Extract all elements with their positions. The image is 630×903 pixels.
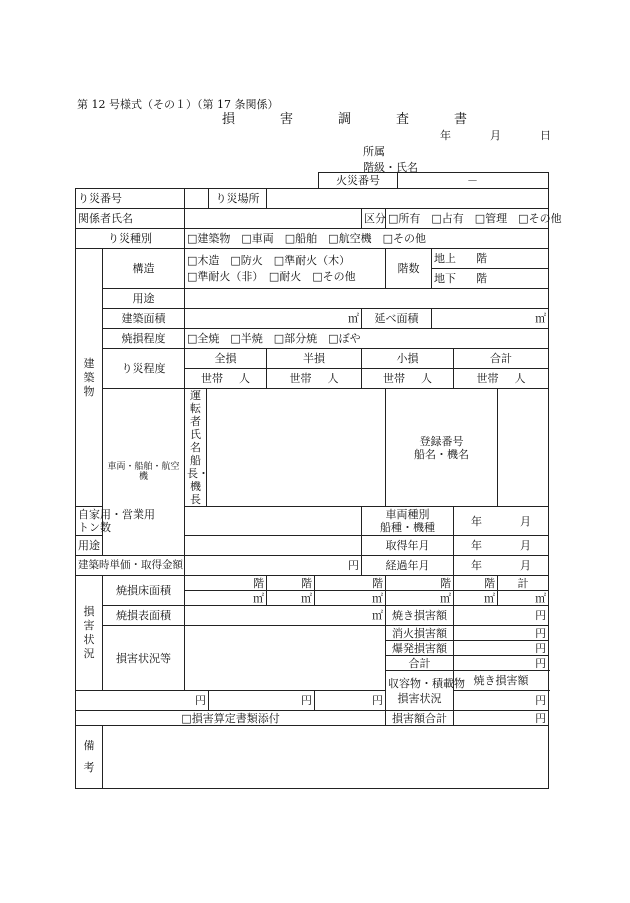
- vehicle-usage-label: 用途: [76, 536, 103, 556]
- extinguish-damage-label: 消火損害額: [386, 626, 454, 641]
- sum-value[interactable]: [454, 369, 549, 389]
- unit-price-label: 建築時単価・取得金額: [76, 556, 185, 576]
- household-unit: 世帯: [476, 372, 499, 385]
- disaster-degree-label: り災程度: [103, 349, 185, 389]
- total-label: 計: [517, 576, 529, 590]
- usage-value[interactable]: [185, 289, 549, 309]
- area-value[interactable]: [185, 309, 362, 329]
- private-use-value[interactable]: [185, 507, 362, 536]
- burn-damage-value[interactable]: [454, 606, 549, 626]
- unit-price-value[interactable]: [185, 556, 362, 576]
- vehicle-usage-value[interactable]: [185, 536, 362, 556]
- sqm-unit: ㎡: [484, 591, 495, 605]
- private-use-text: 自家用・営業用: [78, 508, 155, 521]
- tonnage-text: トン数: [78, 521, 111, 534]
- date-day: 日: [540, 129, 551, 142]
- month-unit: 月: [520, 514, 532, 528]
- usage-label: 用途: [103, 289, 185, 309]
- structure-options[interactable]: [185, 249, 386, 289]
- burn-degree-label: 焼損程度: [103, 329, 185, 349]
- damage-sum-value[interactable]: [454, 656, 549, 671]
- total-area-value[interactable]: [432, 309, 549, 329]
- contents-burn-label: 焼き損害額: [454, 671, 549, 691]
- year-unit: 年: [471, 559, 483, 572]
- date-field[interactable]: [440, 127, 551, 143]
- category-options[interactable]: □所有 □占有 □管理 □その他: [386, 209, 549, 229]
- household-unit: 世帯: [289, 372, 312, 385]
- structure-line-2: □準耐火（非） □耐火 □その他: [187, 269, 356, 283]
- floor-unit: 階: [484, 576, 495, 590]
- disaster-type-options[interactable]: □建築物 □車両 □船舶 □航空機 □その他: [185, 229, 549, 249]
- disaster-place-label: り災場所: [209, 189, 267, 209]
- yen-unit: 円: [195, 694, 206, 707]
- person-unit: 人: [514, 372, 526, 385]
- floors-label: 階数: [386, 249, 432, 289]
- sqm-unit: ㎡: [535, 312, 547, 325]
- title-char: 査: [396, 112, 410, 127]
- elapsed-label: 経過年月: [362, 556, 454, 576]
- damage-section-text: 損害状況: [83, 605, 95, 660]
- degree-sum: 合計: [454, 349, 549, 369]
- floor-area-label: 焼損床面積: [103, 576, 185, 606]
- floor-area-floor-2[interactable]: [267, 576, 315, 591]
- fire-number-box: [318, 172, 549, 189]
- half-loss-value[interactable]: [267, 369, 362, 389]
- acquired-value[interactable]: [454, 536, 549, 556]
- reg-number-text: 登録番号: [419, 434, 464, 448]
- vehicle-type-value[interactable]: [454, 507, 549, 536]
- fire-number-label: 火災番号: [319, 173, 398, 189]
- damage-survey-table: [75, 188, 562, 789]
- yen-unit: 円: [535, 656, 547, 670]
- driver-value[interactable]: [207, 389, 386, 507]
- below-label: 地下: [434, 272, 456, 285]
- degree-total-loss: 全損: [185, 349, 267, 369]
- damage-status-value[interactable]: [185, 626, 386, 691]
- remarks-char-1: 備: [83, 739, 95, 752]
- contents-label-2: 損害状況: [397, 691, 442, 705]
- related-person-label: 関係者氏名: [76, 209, 185, 229]
- floors-below[interactable]: [432, 269, 549, 289]
- sqm-unit: ㎡: [535, 591, 547, 605]
- floor-area-sqm-3[interactable]: [315, 591, 386, 606]
- contents-burn-value[interactable]: [76, 691, 209, 711]
- affiliation-label: 所属: [363, 145, 385, 158]
- floor-area-floor-3[interactable]: [315, 576, 386, 591]
- total-loss-value[interactable]: [185, 369, 267, 389]
- fire-number-value[interactable]: －: [467, 174, 478, 187]
- floor-area-total-label: [498, 576, 549, 591]
- attachment-checkbox[interactable]: □損害算定書類添付: [76, 711, 386, 726]
- floor-area-floor-1[interactable]: [185, 576, 267, 591]
- reg-number-value[interactable]: [498, 389, 549, 507]
- person-unit: 人: [239, 372, 250, 385]
- driver-label: [185, 389, 207, 507]
- person-unit: 人: [421, 372, 432, 385]
- sqm-unit: ㎡: [253, 591, 264, 605]
- contents-extinguish-value[interactable]: [209, 691, 315, 711]
- yen-unit: 円: [535, 694, 547, 707]
- title-char: 書: [454, 112, 468, 127]
- vehicle-section-text: 車両・船舶・航空機: [107, 462, 180, 482]
- household-unit: 世帯: [201, 372, 223, 385]
- disaster-place-value[interactable]: [267, 189, 549, 209]
- area-label: 建築面積: [103, 309, 185, 329]
- disaster-number-value[interactable]: [185, 189, 209, 209]
- yen-unit: 円: [301, 694, 312, 707]
- contents-sum-value[interactable]: [454, 691, 549, 711]
- building-section-label: [76, 249, 103, 507]
- floor-area-sqm-total[interactable]: [498, 591, 549, 606]
- explosion-damage-label: 爆発損害額: [386, 641, 454, 656]
- contents-label-1: 収容物・積載物: [388, 676, 465, 690]
- private-use-label: [76, 507, 155, 536]
- form-id: 第 12 号様式（その１）（第 17 条関係）: [77, 98, 279, 111]
- yen-unit: 円: [535, 609, 547, 622]
- damage-section-label: [76, 576, 103, 691]
- damage-status-label: 損害状況等: [103, 626, 185, 691]
- sqm-unit: ㎡: [372, 591, 383, 605]
- title-char: 害: [280, 112, 294, 127]
- related-person-value[interactable]: [185, 209, 362, 229]
- elapsed-value[interactable]: [454, 556, 549, 576]
- degree-minor-loss: 小損: [362, 349, 454, 369]
- year-unit: 年: [471, 539, 483, 552]
- sqm-unit: ㎡: [301, 591, 312, 605]
- driver-text: 運転者氏名: [190, 389, 201, 454]
- yen-unit: 円: [372, 694, 383, 707]
- date-month: 月: [490, 129, 501, 142]
- sqm-unit: ㎡: [372, 609, 383, 622]
- sqm-unit: ㎡: [348, 312, 359, 325]
- title-char: 調: [338, 112, 352, 127]
- vehicle-type-text: 車両種別: [385, 508, 430, 521]
- year-unit: 年: [471, 514, 483, 528]
- floor-unit: 階: [301, 576, 312, 590]
- vehicle-section-label: [103, 389, 185, 556]
- yen-unit: 円: [535, 711, 547, 725]
- yen-unit: 円: [535, 641, 547, 655]
- floor-area-floor-5[interactable]: [454, 576, 498, 591]
- month-unit: 月: [520, 559, 532, 572]
- rank-name-label: 階級・氏名: [363, 161, 418, 174]
- ship-type-text: 船種・機種: [380, 521, 435, 534]
- vehicle-type-label: [362, 507, 454, 536]
- disaster-number-label: り災番号: [76, 189, 185, 209]
- date-year: 年: [440, 129, 451, 142]
- structure-line-1: □木造 □防火 □準耐火（木）: [187, 253, 351, 267]
- floor-unit: 階: [476, 252, 487, 265]
- surface-area-value[interactable]: [185, 606, 386, 626]
- extinguish-damage-value[interactable]: [454, 626, 549, 641]
- remarks-char-2: 考: [83, 761, 95, 774]
- category-label: 区分: [362, 209, 386, 229]
- contents-explosion-value[interactable]: [315, 691, 386, 711]
- floor-unit: 階: [476, 272, 487, 285]
- floor-unit: 階: [372, 576, 383, 590]
- total-damage-label: 損害額合計: [386, 711, 454, 726]
- degree-half-loss: 半損: [267, 349, 362, 369]
- yen-unit: 円: [535, 626, 547, 640]
- floor-area-sqm-1[interactable]: [185, 591, 267, 606]
- reg-number-label: [386, 389, 498, 507]
- building-section-text: 建築物: [83, 356, 95, 398]
- month-unit: 月: [520, 539, 532, 552]
- floor-area-sqm-2[interactable]: [267, 591, 315, 606]
- ship-name-text: 船名・機名: [414, 447, 469, 461]
- title-char: 損: [222, 112, 236, 127]
- captain-text: 船長・機長: [187, 454, 209, 506]
- remarks-label: [76, 726, 103, 789]
- remarks-value[interactable]: [103, 726, 549, 789]
- total-damage-value[interactable]: [454, 711, 549, 726]
- disaster-type-label: り災種別: [76, 229, 185, 249]
- floor-area-sqm-5[interactable]: [454, 591, 498, 606]
- burn-damage-label: 焼き損害額: [386, 606, 454, 626]
- acquired-label: 取得年月: [362, 536, 454, 556]
- surface-area-label: 焼損表面積: [103, 606, 185, 626]
- explosion-damage-value[interactable]: [454, 641, 549, 656]
- minor-loss-value[interactable]: [362, 369, 454, 389]
- above-label: 地上: [434, 252, 456, 265]
- household-unit: 世帯: [383, 372, 405, 385]
- person-unit: 人: [327, 372, 339, 385]
- floor-unit: 階: [253, 576, 264, 590]
- document-title: [222, 108, 512, 127]
- contents-label: [386, 671, 465, 711]
- sqm-unit: ㎡: [440, 591, 451, 605]
- floor-area-sqm-4[interactable]: [386, 591, 454, 606]
- damage-sum-label: 合計: [386, 656, 454, 671]
- floors-above[interactable]: [432, 249, 549, 269]
- floor-area-floor-4[interactable]: [386, 576, 454, 591]
- structure-label: 構造: [103, 249, 185, 289]
- total-area-label: 延べ面積: [362, 309, 432, 329]
- yen-unit: 円: [348, 559, 359, 572]
- floor-unit: 階: [440, 576, 451, 590]
- burn-degree-options[interactable]: □全焼 □半焼 □部分焼 □ぼや: [185, 329, 549, 349]
